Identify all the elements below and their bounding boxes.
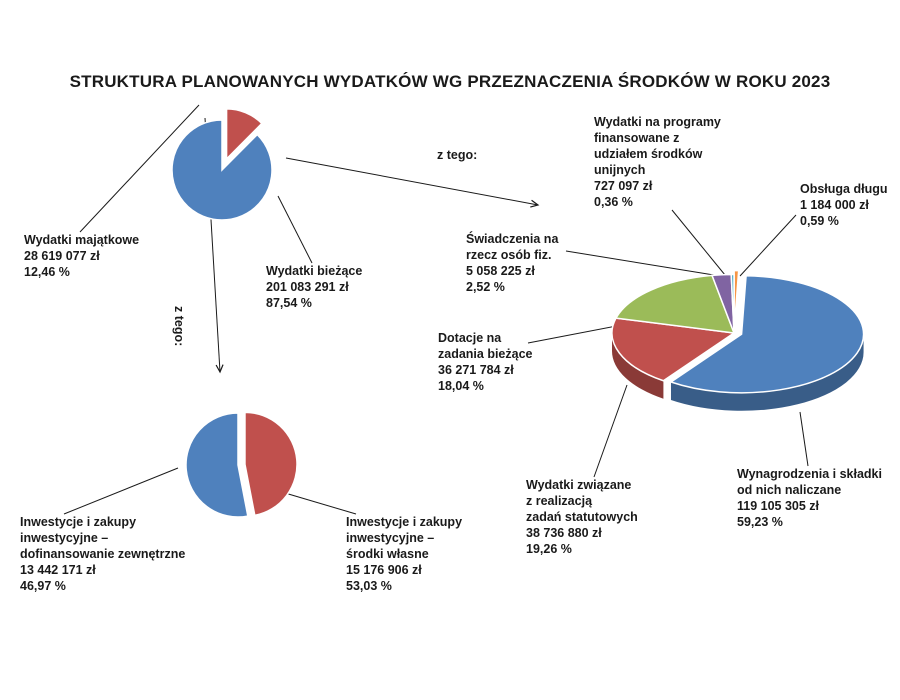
leader-dofinansowanie: [64, 468, 178, 514]
arrow-to-current: [286, 158, 538, 205]
leader-obsluga-dlugu: [740, 215, 796, 276]
leader-wydatki-biezace: [278, 196, 312, 263]
slice-label-programy-unijne: Wydatki na programy finansowane z udziałem środków unijnych 727 097 zł 0,36 %: [594, 115, 721, 209]
pie-slice-inwestycje-i-zakupy-inwestycyjne-srodki-wlasne: [186, 413, 248, 517]
leader-programy-unijne: [672, 210, 725, 275]
pie-total: [172, 109, 272, 220]
slice-label-dotacje: Dotacje na zadania bieżące 36 271 784 zł 18,04 %: [438, 331, 533, 393]
pie-slice-wydatki-biezace: [172, 120, 272, 220]
slice-label-dofinansowanie: Inwestycje i zakupy inwestycyjne – dofinansowanie zewnętrzne 13 442 171 zł 46,97 %: [20, 515, 186, 593]
pie-slice-inwestycje-i-zakupy-inwestycyjne-dofinansowanie-zewnetrzne: [245, 412, 297, 515]
slice-label-srodki-wlasne: Inwestycje i zakupy inwestycyjne – środki własne 15 176 906 zł 53,03 %: [346, 515, 463, 593]
chart-title: STRUKTURA PLANOWANYCH WYDATKÓW WG PRZEZNACZENIA ŚRODKÓW W ROKU 2023: [69, 72, 831, 91]
leader-swiadczenia: [566, 251, 720, 276]
slice-label-swiadczenia: Świadczenia na rzecz osób fiz. 5 058 225 zł 2,52 %: [466, 232, 559, 294]
slice-label-wydatki-biezace: Wydatki bieżące 201 083 291 zł 87,54 %: [266, 264, 363, 310]
leader-srodki-wlasne: [285, 493, 356, 514]
leader-zadania-statutowe: [594, 385, 627, 477]
leader-wynagrodzenia: [800, 412, 808, 466]
pie-slice-obsluga-dlugu: [734, 271, 739, 330]
connector-label-current: z tego:: [437, 148, 478, 162]
connector-label-investments: z tego:: [172, 306, 186, 347]
slice-label-obsluga-dlugu: Obsługa długu 1 184 000 zł 0,59 %: [800, 182, 888, 228]
slice-label-wynagrodzenia: Wynagrodzenia i składki od nich naliczane 119 105 305 zł 59,23 %: [737, 467, 882, 529]
pie-current: [612, 271, 864, 411]
slice-label-zadania-statutowe: Wydatki związane z realizacją zadań statutowych 38 736 880 zł 19,26 %: [526, 478, 638, 556]
pie-investments: [186, 412, 297, 517]
slice-label-wydatki-majatkowe: Wydatki majątkowe 28 619 077 zł 12,46 %: [24, 233, 140, 279]
